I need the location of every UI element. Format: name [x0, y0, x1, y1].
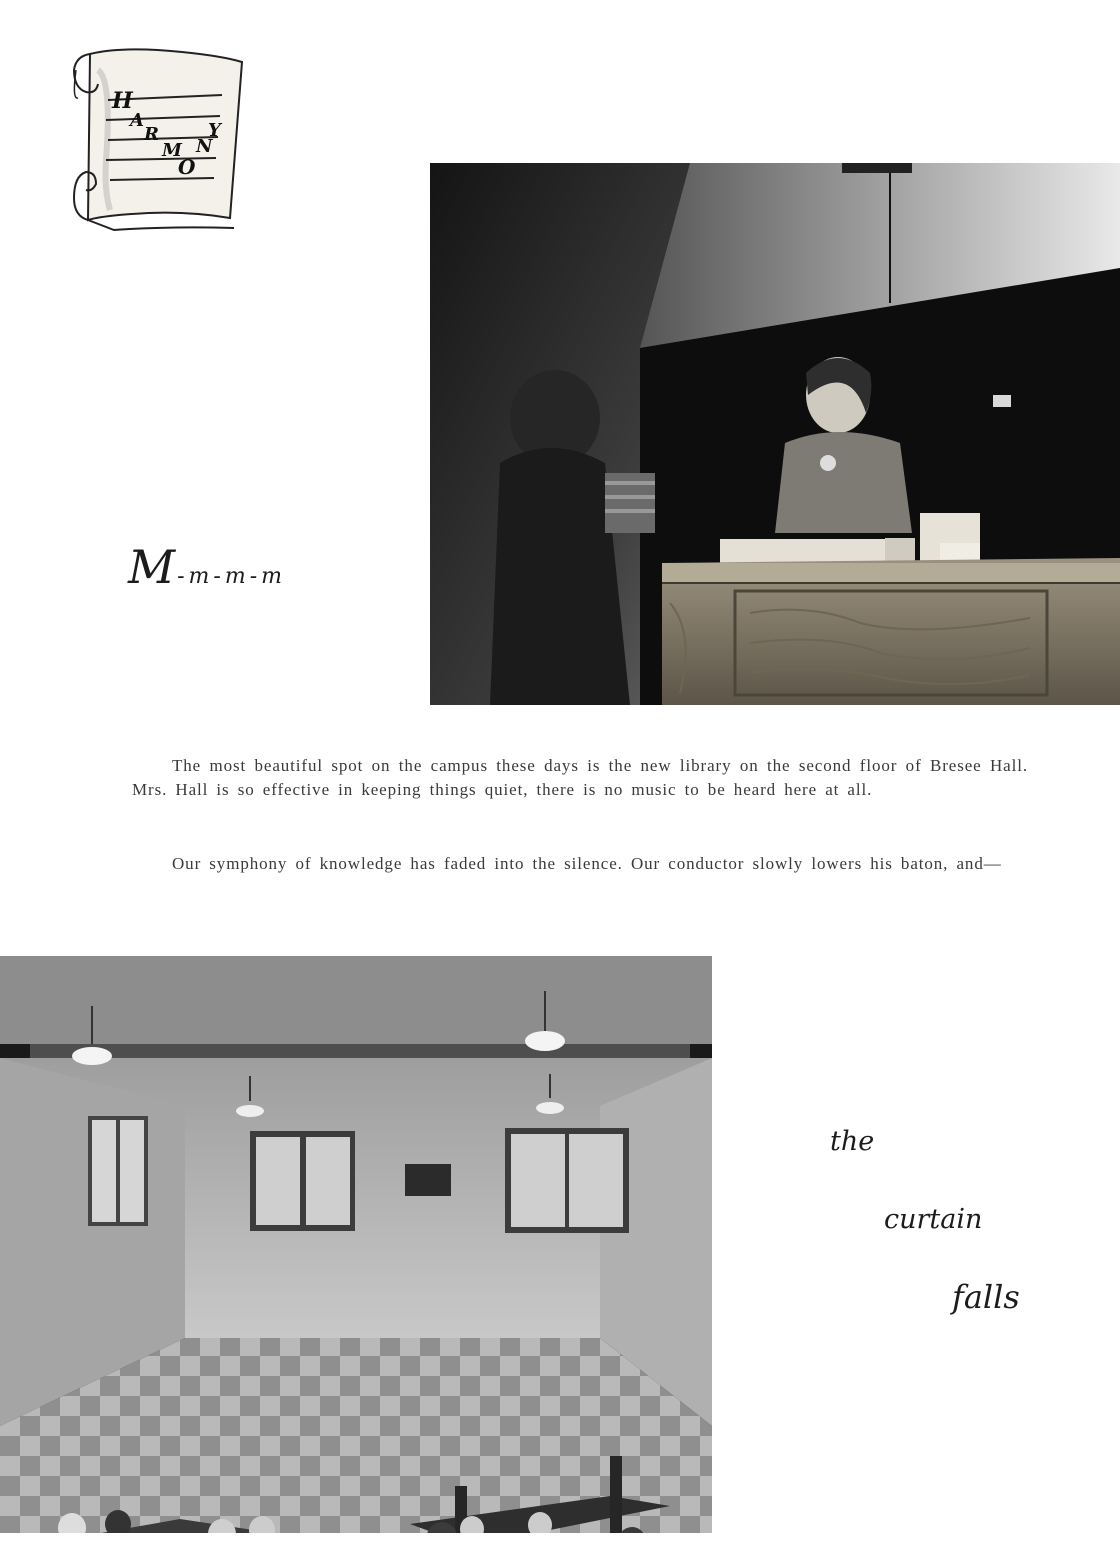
curtain-heading-curtain: curtain [884, 1204, 983, 1235]
svg-text:A: A [130, 110, 144, 131]
harmony-scroll-emblem [62, 40, 257, 235]
svg-text:Y: Y [208, 120, 221, 141]
curtain-heading-the: the [830, 1126, 875, 1157]
library-paragraph: The most beautiful spot on the campus these days is the new library on the second floor of Bresee Hall. Mrs. Hall is so effective in keeping things quiet, there is no music to be heard here at all. [132, 756, 1028, 799]
harmony-scroll-icon [62, 40, 257, 235]
svg-text:R: R [144, 124, 159, 145]
symphony-paragraph: Our symphony of knowledge has faded into the silence. Our conductor slowly lowers his baton, and— [172, 854, 1002, 873]
curtain-heading-falls: falls [952, 1278, 1020, 1316]
svg-text:N: N [196, 136, 213, 157]
svg-text:O: O [178, 155, 196, 179]
hum-heading-tail: -m-m-m [177, 564, 286, 589]
hum-heading-initial: M [128, 540, 178, 594]
svg-text:M: M [162, 140, 182, 161]
hum-heading [128, 540, 286, 594]
librarian-desk-photo [430, 163, 1120, 705]
svg-text:H: H [112, 88, 133, 114]
reading-room-photo [0, 956, 712, 1533]
